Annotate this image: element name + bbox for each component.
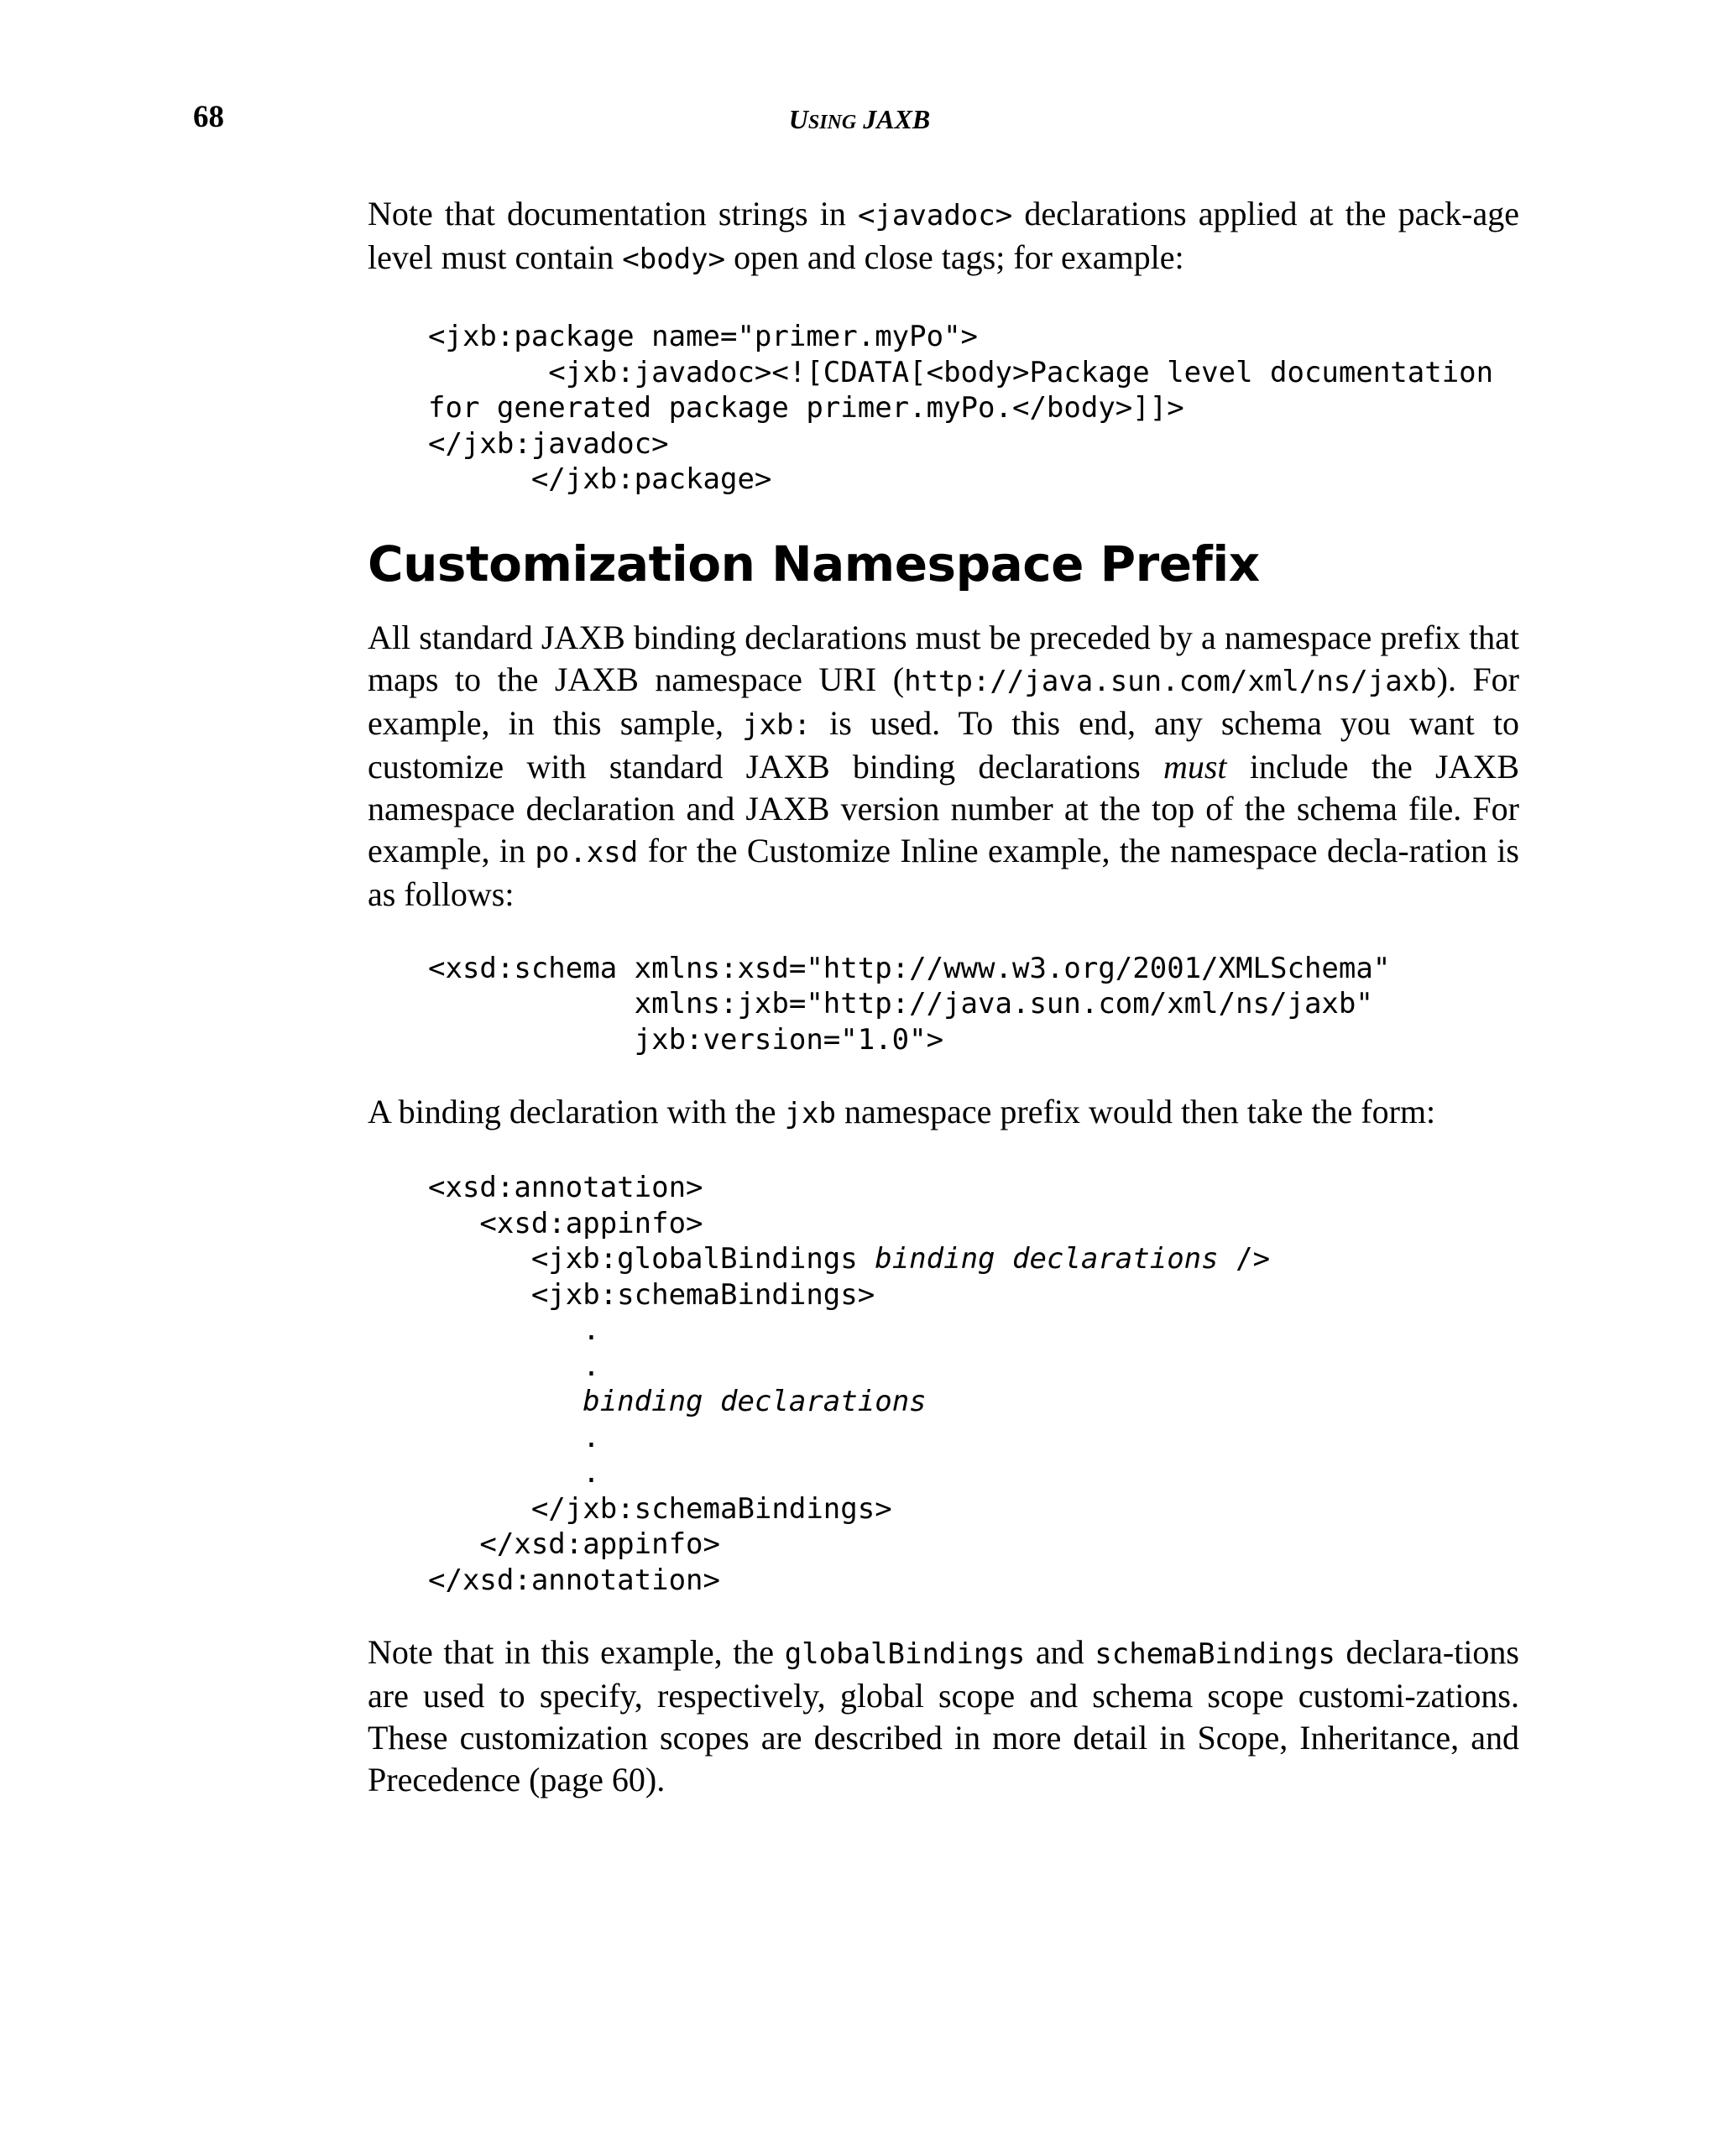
code-line: </jxb:package> [428, 462, 772, 496]
text-run: and [1025, 1633, 1095, 1671]
text-run: ). For example, in this sample, [368, 660, 1520, 742]
code-line: <jxb:package name="primer.myPo"> [428, 320, 979, 353]
paragraph-scopes-note [368, 1631, 1519, 1801]
inline-code-namespace-uri: http://java.sun.com/xml/ns/jaxb [904, 664, 1437, 698]
inline-code-jxb: jxb [784, 1097, 836, 1130]
code-line: . [428, 1349, 600, 1383]
text-run: A binding declaration with the [368, 1093, 785, 1130]
code-line: <xsd:appinfo> [428, 1206, 703, 1240]
code-line: xmlns:jxb="http://java.sun.com/xml/ns/jaxb" [428, 987, 1373, 1021]
running-head-small-caps: SING [807, 112, 857, 133]
running-head-rest: JAXB [856, 104, 931, 134]
code-line: <jxb:globalBindings [428, 1242, 875, 1276]
running-head [0, 101, 1719, 141]
code-line: . [428, 1420, 600, 1454]
text-run: open and close tags; for example: [725, 238, 1184, 276]
inline-code-schemabindings: schemaBindings [1095, 1637, 1335, 1671]
code-placeholder: binding declarations [875, 1242, 1219, 1276]
inline-code-globalbindings: globalBindings [784, 1637, 1026, 1671]
section-heading: Customization Namespace Prefix [368, 535, 1260, 593]
code-line: . [428, 1313, 600, 1347]
code-line: . [428, 1456, 600, 1490]
code-line: <xsd:annotation> [428, 1171, 703, 1204]
text-run: include the JAXB namespace declaration and JAXB version number at the top of the schema file. For example, in [368, 747, 1520, 869]
code-line: </xsd:annotation> [428, 1563, 720, 1597]
text-run: namespace prefix would then take the form: [835, 1093, 1436, 1130]
inline-code-javadoc: <javadoc> [857, 199, 1013, 232]
code-block-schema [368, 951, 1519, 1058]
page-content [368, 193, 1519, 1801]
code-placeholder: binding declarations [583, 1385, 927, 1418]
code-line: <jxb:javadoc><![CDATA[<body>Package level documentation [428, 355, 1494, 389]
paragraph-namespace-prefix [368, 617, 1519, 916]
paragraph-binding-form [368, 1091, 1519, 1135]
running-head-initial: U [788, 104, 808, 134]
inline-code-body: <body> [622, 243, 726, 276]
inline-code-jxb-prefix: jxb: [742, 707, 811, 742]
code-line [428, 1385, 583, 1418]
code-block-annotation [368, 1170, 1519, 1598]
code-line: jxb:version="1.0"> [428, 1022, 944, 1057]
code-line: /> [1218, 1242, 1271, 1276]
code-line: <jxb:schemaBindings> [428, 1277, 875, 1312]
text-run: is used. To this end, any schema you want to customize with standard JAXB binding declarations [368, 703, 1519, 786]
code-line: for generated package primer.myPo.</body>]]> [428, 391, 1184, 425]
paragraph-javadoc-note [368, 193, 1519, 280]
text-run: for the Customize Inline example, the namespace decla-ration is as follows: [368, 831, 1519, 913]
text-run: Note that in this example, the [368, 1633, 785, 1671]
code-line: </jxb:schemaBindings> [428, 1491, 892, 1526]
code-block-package [368, 319, 1519, 498]
code-line: </jxb:javadoc> [428, 426, 669, 461]
code-line: <xsd:schema xmlns:xsd="http://www.w3.org/2001/XMLSchema" [428, 951, 1391, 985]
text-run: declara-tions are used to specify, respectively, global scope and schema scope customi-zations. These customization scopes are described in more detail in Scope, Inheritance, and Precedence (page 60). [368, 1633, 1520, 1798]
code-line: </xsd:appinfo> [428, 1527, 720, 1561]
text-run: declarations applied at the pack-age level must contain [368, 195, 1520, 276]
text-run: All standard JAXB binding declarations must be preceded by a namespace prefix that maps to the JAXB namespace URI ( [368, 618, 1519, 698]
text-run: Note that documentation strings in [368, 195, 858, 232]
inline-code-po-xsd: po.xsd [535, 835, 639, 869]
emphasis-must: must [1163, 747, 1227, 786]
page-number: 68 [193, 100, 224, 134]
